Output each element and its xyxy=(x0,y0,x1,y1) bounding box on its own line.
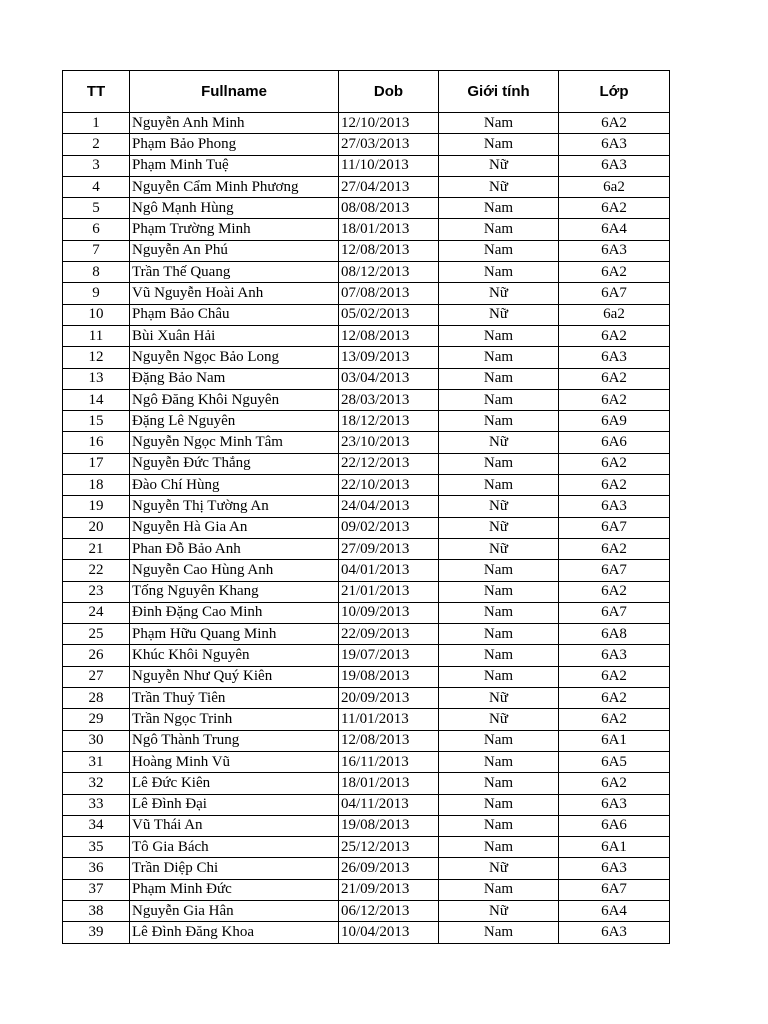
cell-dob: 03/04/2013 xyxy=(339,368,439,389)
cell-dob: 12/08/2013 xyxy=(339,240,439,261)
cell-dob: 23/10/2013 xyxy=(339,432,439,453)
cell-class: 6A3 xyxy=(559,645,670,666)
cell-fullname: Ngô Đăng Khôi Nguyên xyxy=(130,389,339,410)
cell-tt: 30 xyxy=(63,730,130,751)
cell-gender: Nam xyxy=(439,219,559,240)
cell-tt: 4 xyxy=(63,176,130,197)
cell-gender: Nam xyxy=(439,262,559,283)
cell-gender: Nữ xyxy=(439,304,559,325)
cell-fullname: Tô Gia Bách xyxy=(130,837,339,858)
table-row xyxy=(63,730,670,751)
cell-dob: 04/11/2013 xyxy=(339,794,439,815)
cell-dob: 18/12/2013 xyxy=(339,411,439,432)
cell-dob: 10/04/2013 xyxy=(339,922,439,943)
cell-tt: 24 xyxy=(63,602,130,623)
cell-class: 6A3 xyxy=(559,155,670,176)
cell-dob: 22/12/2013 xyxy=(339,453,439,474)
cell-tt: 2 xyxy=(63,134,130,155)
table-row xyxy=(63,773,670,794)
cell-gender: Nam xyxy=(439,730,559,751)
cell-fullname: Nguyễn Như Quý Kiên xyxy=(130,666,339,687)
cell-class: 6A2 xyxy=(559,389,670,410)
cell-fullname: Phạm Hữu Quang Minh xyxy=(130,624,339,645)
cell-fullname: Khúc Khôi Nguyên xyxy=(130,645,339,666)
cell-class: 6A9 xyxy=(559,411,670,432)
cell-fullname: Nguyễn Gia Hân xyxy=(130,900,339,921)
cell-fullname: Đặng Bảo Nam xyxy=(130,368,339,389)
header-dob: Dob xyxy=(339,71,439,113)
cell-dob: 11/10/2013 xyxy=(339,155,439,176)
cell-tt: 31 xyxy=(63,751,130,772)
cell-dob: 25/12/2013 xyxy=(339,837,439,858)
table-row xyxy=(63,389,670,410)
cell-class: 6A2 xyxy=(559,773,670,794)
table-row xyxy=(63,134,670,155)
cell-tt: 25 xyxy=(63,624,130,645)
cell-tt: 8 xyxy=(63,262,130,283)
table-row xyxy=(63,709,670,730)
cell-dob: 04/01/2013 xyxy=(339,560,439,581)
cell-gender: Nữ xyxy=(439,538,559,559)
cell-fullname: Phan Đỗ Bảo Anh xyxy=(130,538,339,559)
table-row xyxy=(63,922,670,943)
table-body xyxy=(63,113,670,944)
table-row xyxy=(63,432,670,453)
cell-tt: 36 xyxy=(63,858,130,879)
cell-class: 6A3 xyxy=(559,496,670,517)
cell-gender: Nam xyxy=(439,922,559,943)
cell-gender: Nam xyxy=(439,581,559,602)
table-row xyxy=(63,325,670,346)
cell-dob: 27/03/2013 xyxy=(339,134,439,155)
cell-gender: Nam xyxy=(439,602,559,623)
table-row xyxy=(63,176,670,197)
cell-fullname: Nguyễn Hà Gia An xyxy=(130,517,339,538)
table-row xyxy=(63,688,670,709)
cell-class: 6A2 xyxy=(559,538,670,559)
cell-class: 6A2 xyxy=(559,453,670,474)
cell-fullname: Nguyễn An Phú xyxy=(130,240,339,261)
cell-dob: 18/01/2013 xyxy=(339,219,439,240)
cell-class: 6A6 xyxy=(559,815,670,836)
table-row xyxy=(63,645,670,666)
cell-dob: 27/09/2013 xyxy=(339,538,439,559)
cell-dob: 28/03/2013 xyxy=(339,389,439,410)
cell-fullname: Tống Nguyên Khang xyxy=(130,581,339,602)
cell-gender: Nữ xyxy=(439,688,559,709)
cell-gender: Nam xyxy=(439,794,559,815)
table-row xyxy=(63,517,670,538)
cell-tt: 35 xyxy=(63,837,130,858)
cell-dob: 21/09/2013 xyxy=(339,879,439,900)
table-row xyxy=(63,240,670,261)
cell-gender: Nam xyxy=(439,645,559,666)
cell-dob: 08/08/2013 xyxy=(339,198,439,219)
table-row xyxy=(63,283,670,304)
cell-gender: Nam xyxy=(439,837,559,858)
table-row xyxy=(63,347,670,368)
cell-tt: 32 xyxy=(63,773,130,794)
cell-gender: Nam xyxy=(439,347,559,368)
cell-tt: 16 xyxy=(63,432,130,453)
header-class: Lớp xyxy=(559,71,670,113)
table-row xyxy=(63,751,670,772)
table-row xyxy=(63,155,670,176)
cell-fullname: Bùi Xuân Hải xyxy=(130,325,339,346)
cell-gender: Nữ xyxy=(439,176,559,197)
cell-class: 6A7 xyxy=(559,602,670,623)
cell-fullname: Đào Chí Hùng xyxy=(130,475,339,496)
cell-tt: 14 xyxy=(63,389,130,410)
cell-fullname: Lê Đình Đại xyxy=(130,794,339,815)
cell-gender: Nam xyxy=(439,198,559,219)
cell-class: 6A3 xyxy=(559,794,670,815)
cell-fullname: Vũ Thái An xyxy=(130,815,339,836)
cell-dob: 12/10/2013 xyxy=(339,113,439,134)
cell-tt: 39 xyxy=(63,922,130,943)
cell-fullname: Lê Đức Kiên xyxy=(130,773,339,794)
cell-tt: 38 xyxy=(63,900,130,921)
cell-fullname: Nguyễn Thị Tường An xyxy=(130,496,339,517)
cell-tt: 22 xyxy=(63,560,130,581)
cell-gender: Nữ xyxy=(439,900,559,921)
cell-fullname: Nguyễn Ngọc Bảo Long xyxy=(130,347,339,368)
cell-tt: 6 xyxy=(63,219,130,240)
table-row xyxy=(63,496,670,517)
cell-gender: Nam xyxy=(439,411,559,432)
cell-class: 6A4 xyxy=(559,900,670,921)
cell-dob: 24/04/2013 xyxy=(339,496,439,517)
table-row xyxy=(63,581,670,602)
cell-class: 6A4 xyxy=(559,219,670,240)
cell-fullname: Nguyễn Cẩm Minh Phương xyxy=(130,176,339,197)
cell-fullname: Trần Thuỷ Tiên xyxy=(130,688,339,709)
cell-tt: 33 xyxy=(63,794,130,815)
table-row xyxy=(63,815,670,836)
cell-gender: Nam xyxy=(439,325,559,346)
table-row xyxy=(63,304,670,325)
cell-gender: Nữ xyxy=(439,283,559,304)
cell-gender: Nam xyxy=(439,453,559,474)
cell-dob: 20/09/2013 xyxy=(339,688,439,709)
student-table xyxy=(62,70,670,944)
table-row xyxy=(63,602,670,623)
cell-dob: 16/11/2013 xyxy=(339,751,439,772)
cell-tt: 37 xyxy=(63,879,130,900)
cell-class: 6A7 xyxy=(559,283,670,304)
table-row xyxy=(63,368,670,389)
cell-class: 6A2 xyxy=(559,198,670,219)
cell-gender: Nam xyxy=(439,815,559,836)
table-row xyxy=(63,219,670,240)
table-row xyxy=(63,858,670,879)
cell-gender: Nam xyxy=(439,134,559,155)
cell-dob: 19/08/2013 xyxy=(339,815,439,836)
cell-fullname: Nguyễn Cao Hùng Anh xyxy=(130,560,339,581)
cell-class: 6a2 xyxy=(559,176,670,197)
cell-tt: 20 xyxy=(63,517,130,538)
cell-gender: Nữ xyxy=(439,709,559,730)
cell-dob: 12/08/2013 xyxy=(339,325,439,346)
cell-fullname: Trần Ngọc Trinh xyxy=(130,709,339,730)
cell-dob: 08/12/2013 xyxy=(339,262,439,283)
cell-fullname: Trần Diệp Chi xyxy=(130,858,339,879)
cell-class: 6a2 xyxy=(559,304,670,325)
cell-class: 6A5 xyxy=(559,751,670,772)
cell-fullname: Phạm Minh Đức xyxy=(130,879,339,900)
cell-class: 6A2 xyxy=(559,368,670,389)
cell-dob: 19/07/2013 xyxy=(339,645,439,666)
table-row xyxy=(63,560,670,581)
cell-dob: 06/12/2013 xyxy=(339,900,439,921)
cell-tt: 34 xyxy=(63,815,130,836)
cell-gender: Nam xyxy=(439,560,559,581)
header-row xyxy=(63,71,670,113)
cell-dob: 05/02/2013 xyxy=(339,304,439,325)
cell-gender: Nam xyxy=(439,389,559,410)
cell-class: 6A2 xyxy=(559,113,670,134)
cell-dob: 26/09/2013 xyxy=(339,858,439,879)
cell-class: 6A2 xyxy=(559,475,670,496)
cell-tt: 28 xyxy=(63,688,130,709)
student-sheet xyxy=(62,70,670,944)
cell-class: 6A3 xyxy=(559,240,670,261)
cell-class: 6A1 xyxy=(559,730,670,751)
cell-tt: 5 xyxy=(63,198,130,219)
cell-class: 6A2 xyxy=(559,325,670,346)
table-row xyxy=(63,113,670,134)
header-fullname: Fullname xyxy=(130,71,339,113)
cell-fullname: Phạm Trường Minh xyxy=(130,219,339,240)
cell-tt: 27 xyxy=(63,666,130,687)
table-row xyxy=(63,900,670,921)
table-row xyxy=(63,879,670,900)
table-row xyxy=(63,198,670,219)
table-row xyxy=(63,624,670,645)
cell-gender: Nữ xyxy=(439,517,559,538)
cell-gender: Nam xyxy=(439,773,559,794)
header-gender: Giới tính xyxy=(439,71,559,113)
cell-fullname: Phạm Minh Tuệ xyxy=(130,155,339,176)
header-tt: TT xyxy=(63,71,130,113)
cell-tt: 23 xyxy=(63,581,130,602)
cell-tt: 12 xyxy=(63,347,130,368)
cell-class: 6A2 xyxy=(559,581,670,602)
cell-dob: 10/09/2013 xyxy=(339,602,439,623)
cell-gender: Nữ xyxy=(439,432,559,453)
cell-gender: Nam xyxy=(439,240,559,261)
cell-class: 6A7 xyxy=(559,517,670,538)
cell-tt: 13 xyxy=(63,368,130,389)
cell-gender: Nam xyxy=(439,368,559,389)
cell-dob: 27/04/2013 xyxy=(339,176,439,197)
cell-class: 6A3 xyxy=(559,134,670,155)
table-row xyxy=(63,262,670,283)
cell-tt: 21 xyxy=(63,538,130,559)
cell-dob: 13/09/2013 xyxy=(339,347,439,368)
cell-tt: 18 xyxy=(63,475,130,496)
cell-dob: 22/10/2013 xyxy=(339,475,439,496)
cell-class: 6A3 xyxy=(559,347,670,368)
cell-fullname: Lê Đình Đăng Khoa xyxy=(130,922,339,943)
cell-tt: 26 xyxy=(63,645,130,666)
cell-class: 6A1 xyxy=(559,837,670,858)
cell-fullname: Đinh Đặng Cao Minh xyxy=(130,602,339,623)
cell-gender: Nam xyxy=(439,113,559,134)
cell-class: 6A3 xyxy=(559,858,670,879)
cell-tt: 17 xyxy=(63,453,130,474)
cell-dob: 19/08/2013 xyxy=(339,666,439,687)
cell-class: 6A7 xyxy=(559,879,670,900)
cell-class: 6A2 xyxy=(559,709,670,730)
cell-fullname: Nguyễn Đức Thắng xyxy=(130,453,339,474)
cell-gender: Nam xyxy=(439,879,559,900)
cell-fullname: Đặng Lê Nguyên xyxy=(130,411,339,432)
table-row xyxy=(63,475,670,496)
cell-dob: 07/08/2013 xyxy=(339,283,439,304)
cell-gender: Nữ xyxy=(439,155,559,176)
cell-class: 6A6 xyxy=(559,432,670,453)
cell-class: 6A2 xyxy=(559,262,670,283)
cell-gender: Nam xyxy=(439,751,559,772)
cell-fullname: Ngô Thành Trung xyxy=(130,730,339,751)
cell-dob: 11/01/2013 xyxy=(339,709,439,730)
cell-dob: 22/09/2013 xyxy=(339,624,439,645)
cell-tt: 7 xyxy=(63,240,130,261)
cell-class: 6A8 xyxy=(559,624,670,645)
cell-class: 6A3 xyxy=(559,922,670,943)
table-row xyxy=(63,794,670,815)
cell-dob: 18/01/2013 xyxy=(339,773,439,794)
cell-tt: 29 xyxy=(63,709,130,730)
cell-fullname: Hoàng Minh Vũ xyxy=(130,751,339,772)
cell-tt: 1 xyxy=(63,113,130,134)
cell-tt: 10 xyxy=(63,304,130,325)
cell-fullname: Phạm Bảo Phong xyxy=(130,134,339,155)
cell-gender: Nam xyxy=(439,475,559,496)
cell-gender: Nam xyxy=(439,666,559,687)
cell-fullname: Nguyễn Ngọc Minh Tâm xyxy=(130,432,339,453)
cell-class: 6A2 xyxy=(559,688,670,709)
cell-tt: 11 xyxy=(63,325,130,346)
cell-dob: 09/02/2013 xyxy=(339,517,439,538)
table-row xyxy=(63,411,670,432)
table-row xyxy=(63,453,670,474)
table-row xyxy=(63,666,670,687)
table-row xyxy=(63,538,670,559)
cell-tt: 19 xyxy=(63,496,130,517)
cell-fullname: Vũ Nguyễn Hoài Anh xyxy=(130,283,339,304)
cell-fullname: Ngô Mạnh Hùng xyxy=(130,198,339,219)
cell-dob: 21/01/2013 xyxy=(339,581,439,602)
cell-tt: 15 xyxy=(63,411,130,432)
cell-class: 6A7 xyxy=(559,560,670,581)
cell-class: 6A2 xyxy=(559,666,670,687)
cell-gender: Nam xyxy=(439,624,559,645)
cell-fullname: Nguyễn Anh Minh xyxy=(130,113,339,134)
cell-fullname: Trần Thế Quang xyxy=(130,262,339,283)
cell-dob: 12/08/2013 xyxy=(339,730,439,751)
cell-tt: 9 xyxy=(63,283,130,304)
table-row xyxy=(63,837,670,858)
cell-fullname: Phạm Bảo Châu xyxy=(130,304,339,325)
cell-gender: Nữ xyxy=(439,858,559,879)
cell-tt: 3 xyxy=(63,155,130,176)
cell-gender: Nữ xyxy=(439,496,559,517)
